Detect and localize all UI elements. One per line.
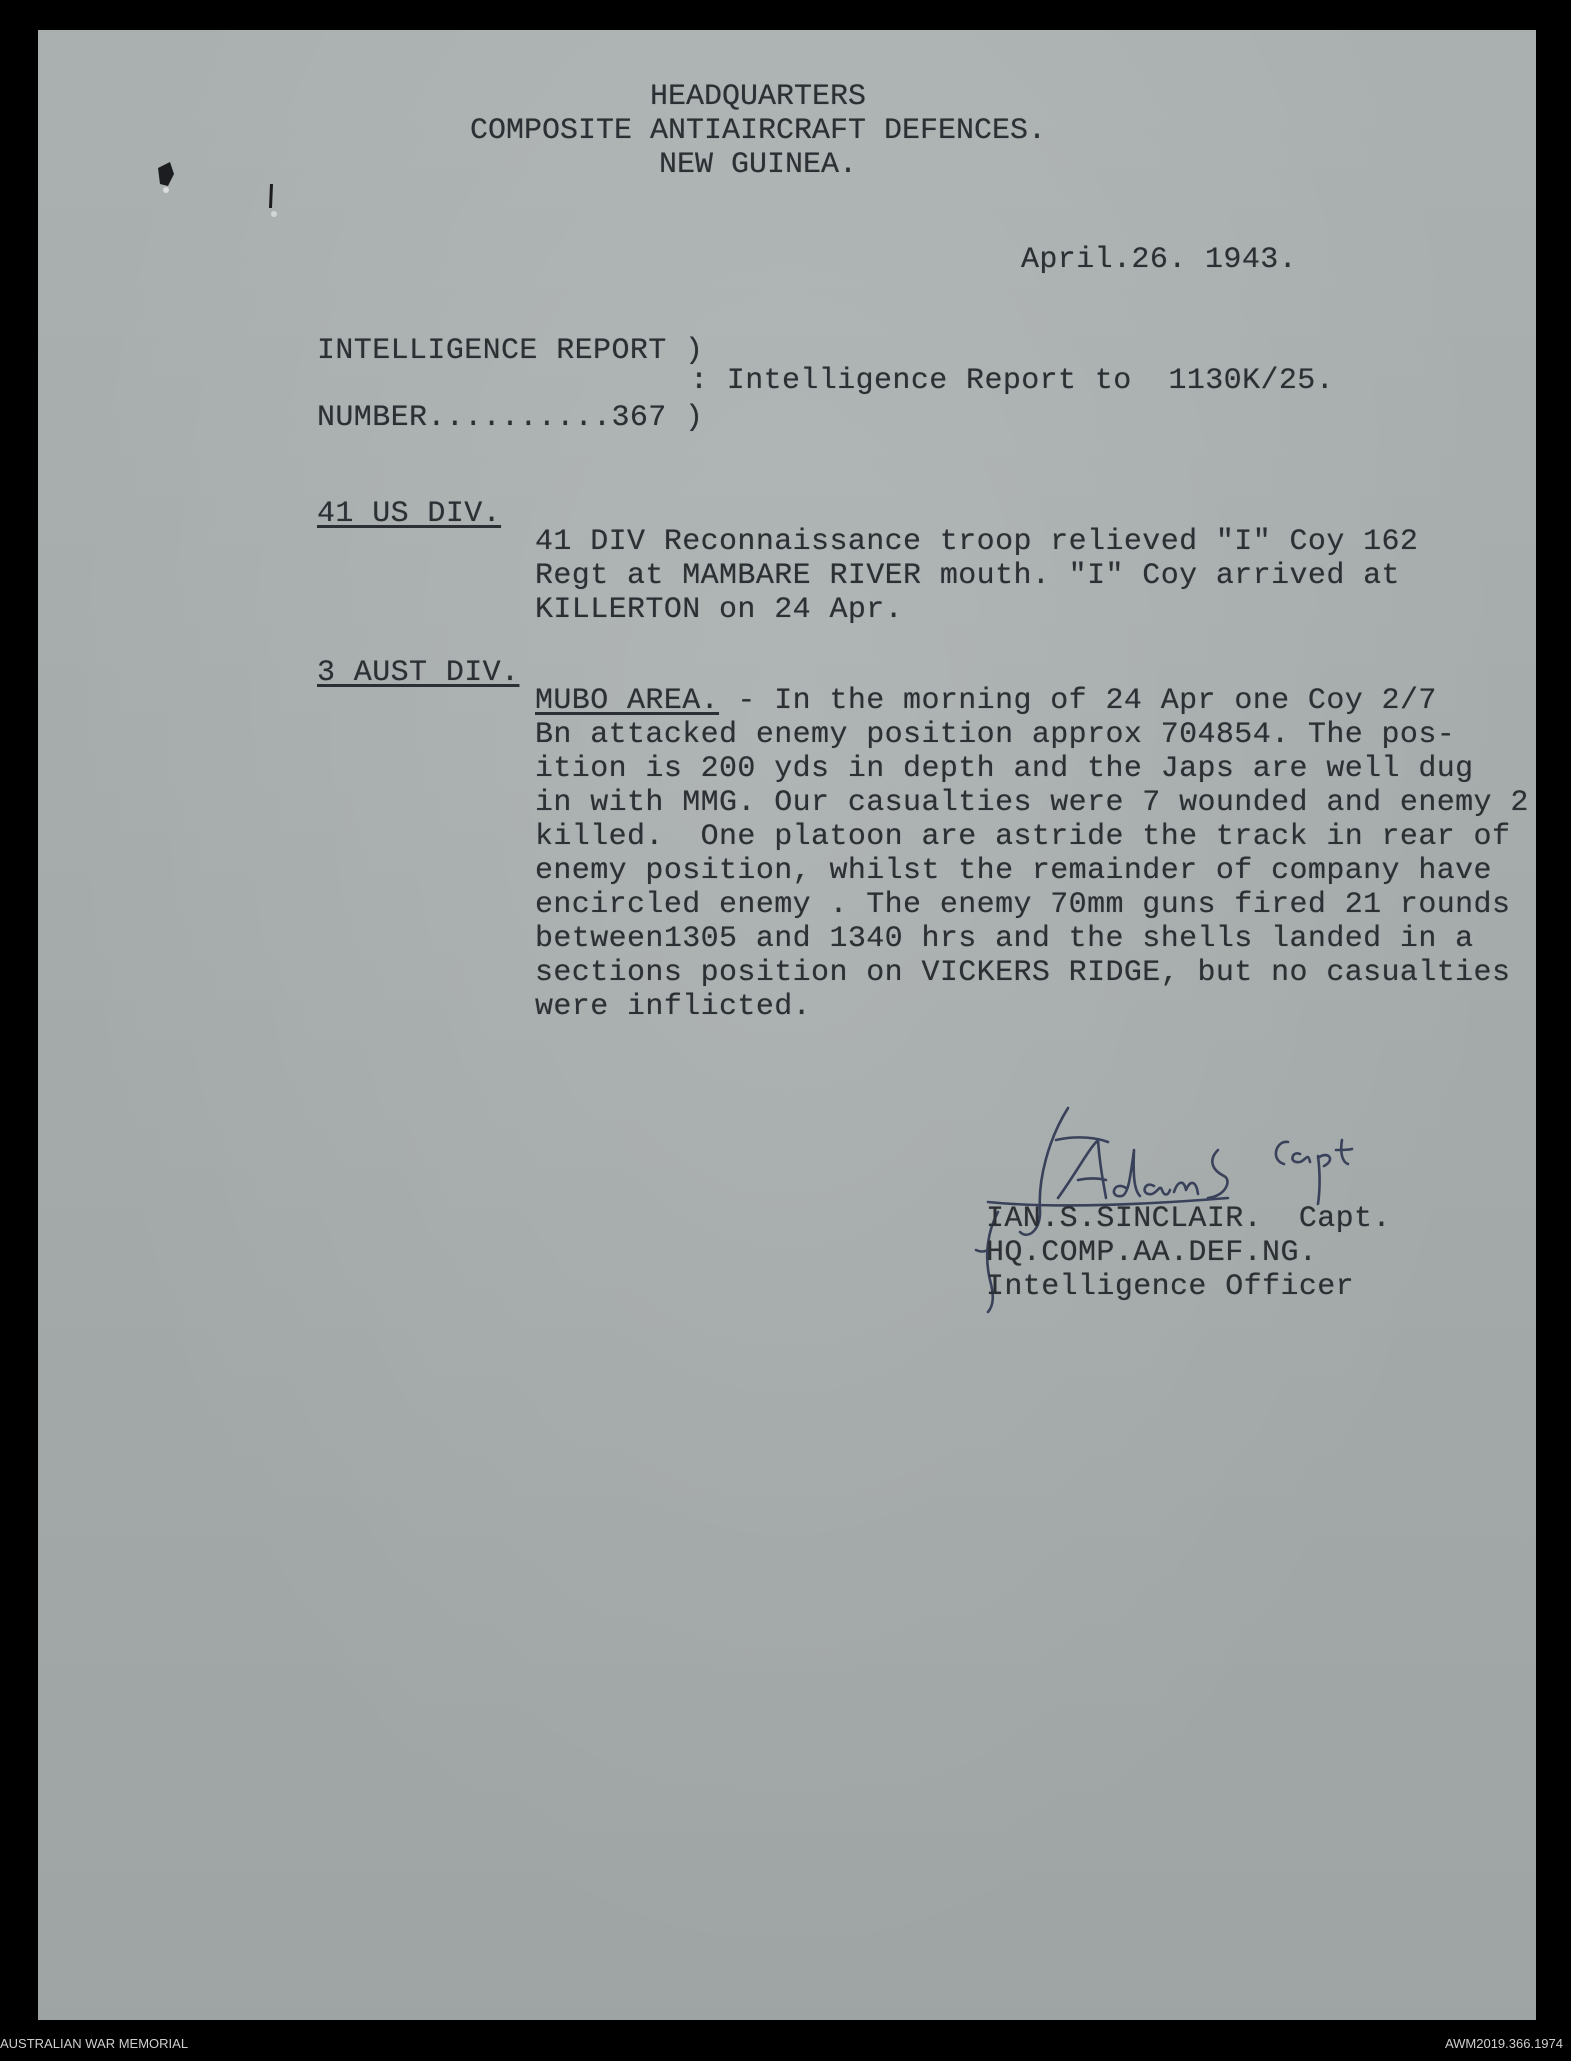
header-line-headquarters: HEADQUARTERS xyxy=(649,80,867,114)
subheading-mubo-area: MUBO AREA. xyxy=(535,684,720,718)
signatory-title: Intelligence Officer xyxy=(986,1270,1355,1304)
section-heading-3-aust-div: 3 AUST DIV. xyxy=(317,656,520,690)
header-line-composite: COMPOSITE ANTIAIRCRAFT DEFENCES. xyxy=(469,114,1047,148)
section-line: between1305 and 1340 hrs and the shells landed in a xyxy=(535,922,1474,956)
section-line: enemy position, whilst the remainder of company have xyxy=(535,854,1492,888)
report-label: INTELLIGENCE REPORT ) xyxy=(317,334,704,368)
first-line-text: - In the morning of 24 Apr one Coy 2/7 xyxy=(719,684,1437,718)
punch-hole-mark xyxy=(256,178,286,228)
section-line: Bn attacked enemy position approx 704854. The pos- xyxy=(535,718,1456,752)
signatory-name: IAN.S.SINCLAIR. Capt. xyxy=(986,1202,1391,1236)
section-line: KILLERTON on 24 Apr. xyxy=(535,593,904,627)
footer-source-label: AUSTRALIAN WAR MEMORIAL xyxy=(0,2036,189,2051)
section-line: were inflicted. xyxy=(535,990,812,1024)
document-page xyxy=(38,30,1536,2020)
punch-hole-mark xyxy=(148,158,188,208)
section-line: 41 DIV Reconnaissance troop relieved "I" Coy 162 xyxy=(535,525,1419,559)
section-line: ition is 200 yds in depth and the Japs are well dug xyxy=(535,752,1474,786)
footer-accession-number: AWM2019.366.1974 xyxy=(1444,2036,1563,2051)
report-reference: : Intelligence Report to 1130K/25. xyxy=(690,364,1335,398)
section-line: sections position on VICKERS RIDGE, but no casualties xyxy=(535,956,1511,990)
section-line: in with MMG. Our casualties were 7 wounded and enemy 2 xyxy=(535,786,1529,820)
report-number: NUMBER..........367 ) xyxy=(317,401,704,435)
section-heading-41-us-div: 41 US DIV. xyxy=(317,497,502,531)
section-line: Regt at MAMBARE RIVER mouth. "I" Coy arrived at xyxy=(535,559,1400,593)
document-date: April.26. 1943. xyxy=(1021,243,1298,277)
section-line: encircled enemy . The enemy 70mm guns fired 21 rounds xyxy=(535,888,1511,922)
section-line: killed. One platoon are astride the track in rear of xyxy=(535,820,1511,854)
signatory-unit: HQ.COMP.AA.DEF.NG. xyxy=(986,1236,1318,1270)
header-line-location: NEW GUINEA. xyxy=(658,148,858,182)
section-first-line xyxy=(535,684,1437,718)
